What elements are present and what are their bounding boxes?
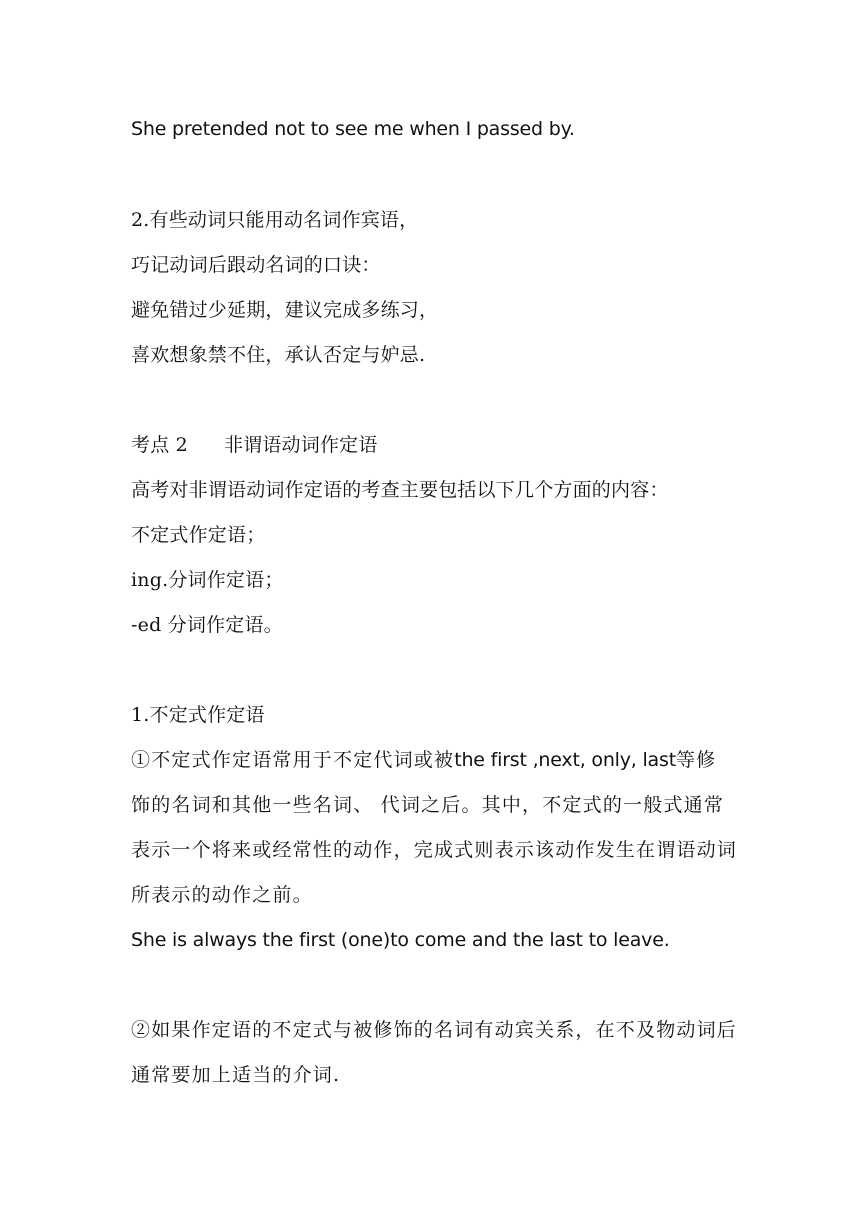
point-2-label: 考点 2 [131,434,188,456]
mnemonic-line-1: 避免错过少延期，建议完成多练习， [131,299,439,321]
point-2-title: 非谓语动词作定语 [223,434,378,456]
gerund-object-heading: 2.有些动词只能用动名词作宾语， [131,209,419,231]
rule-1-line-4: 所表示的动作之前。 [131,884,313,906]
infinitive-attribute-heading: 1.不定式作定语 [131,704,265,726]
rule-2-line-2: 通常要加上适当的介词. [131,1064,341,1086]
rule-1-line-2: 饰的名词和其他一些名词、 代词之后。其中，不定式的一般式通常 [131,794,725,816]
point-2-intro: 高考对非谓语动词作定语的考查主要包括以下几个方面的内容： [131,479,669,501]
point-2-heading [131,432,741,458]
mnemonic-line-2: 喜欢想象禁不住，承认否定与妒忌. [131,344,426,366]
example-sentence-first-to-come: She is always the first (one)to come and the last to leave. [131,929,670,951]
point-2-item-ing: ing.分词作定语； [131,569,284,591]
point-2-item-ed: -ed 分词作定语。 [131,614,283,636]
rule-1-keywords: the first ,next, only, last [454,749,676,771]
rule-1-text-a: ①不定式作定语常用于不定代词或被 [131,749,455,771]
rule-1-line-3: 表示一个将来或经常性的动作，完成式则表示该动作发生在谓语动词 [131,839,738,861]
example-sentence-pretended: She pretended not to see me when I passed by. [131,118,575,140]
rule-1-text-c: 等修 [675,749,717,771]
mnemonic-intro: 巧记动词后跟动名词的口诀： [131,254,381,276]
rule-2-line-1: ②如果作定语的不定式与被修饰的名词有动宾关系，在不及物动词后 [131,1019,738,1041]
point-2-item-infinitive: 不定式作定语； [131,524,266,546]
rule-1-line-1 [131,747,741,773]
